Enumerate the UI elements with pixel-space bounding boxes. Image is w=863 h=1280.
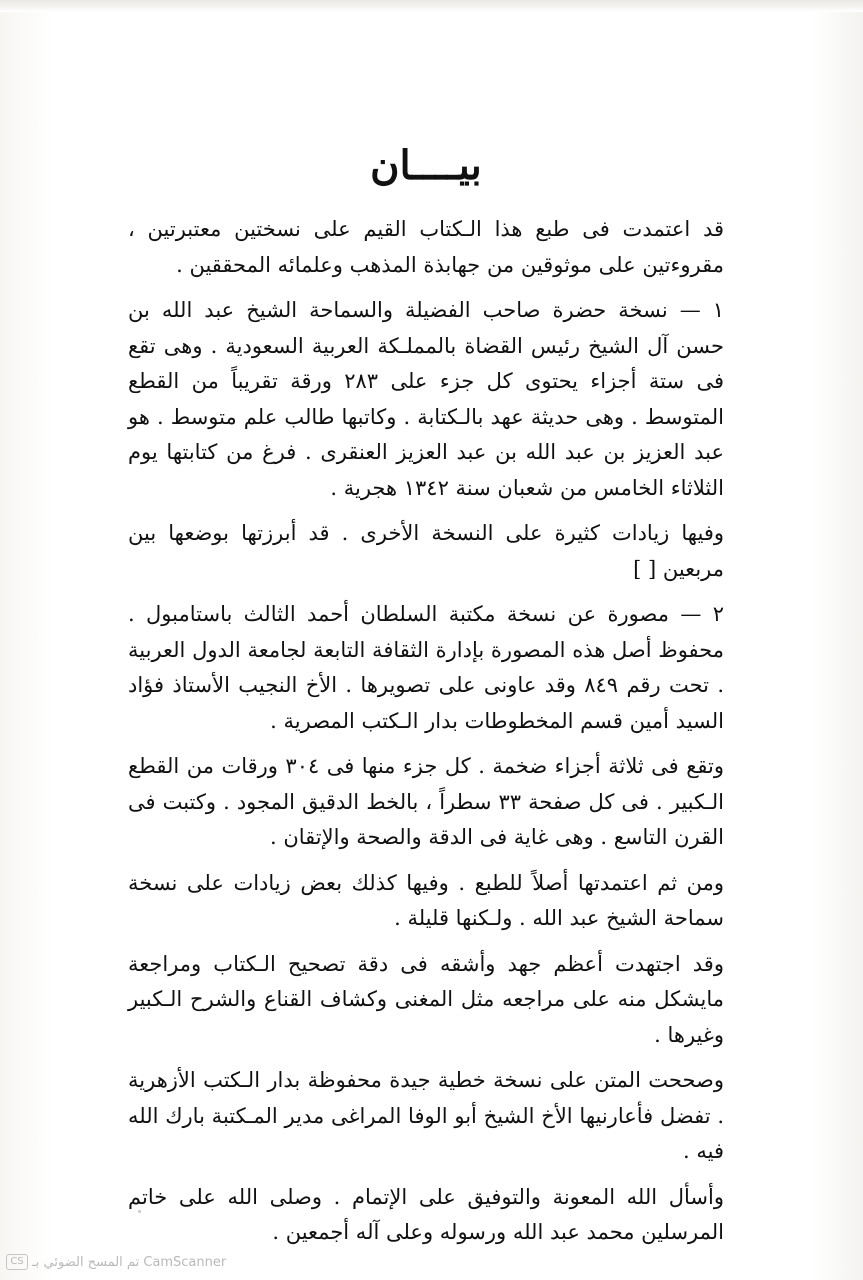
document-body — [128, 140, 724, 1261]
paragraph-corrections: وقد اجتهدت أعظم جهد وأشقه فى دقة تصحيح الـكتاب ومراجعة مايشكل منه على مراجعه مثل المغنى وكشاف القناع والشرح الـكبير وغيرها . — [128, 951, 724, 1047]
scan-edge-shadow — [0, 0, 863, 12]
watermark-text: تم المسح الضوئي بـ CamScanner — [32, 1254, 227, 1270]
camscanner-icon: CS — [6, 1254, 28, 1270]
paragraph-first-copy: ١ — نسخة حضرة صاحب الفضيلة والسماحة الشيخ عبد الله بن حسن آل الشيخ رئيس القضاة بالمملـكة العربية السعودية . وهى تقع فى ستة أجزاء يحتوى كل جزء على ٢٨٣ ورقة تقريباً من القطع المتوسط . وهى حديثة عهد بالـكتابة . وكاتبها طالب علم متوسط . هو عبد العزيز بن عبد الله بن عبد العزيز العنقرى . فرغ من كتابتها يوم الثلاثاء الخامس من شعبان سنة ١٣٤٢ هجرية . — [128, 298, 724, 500]
paragraph-second-copy-details: وتقع فى ثلاثة أجزاء ضخمة . كل جزء منها فى ٣٠٤ ورقات من القطع الـكبير . فى كل صفحة ٣٣ سطراً ، بالخط الدقيق المجود . وكتبت فى القرن التاسع . وهى غاية فى الدقة والصحة والإتقان . — [128, 754, 725, 849]
scan-speck — [138, 1210, 141, 1213]
camscanner-watermark — [6, 1254, 226, 1270]
paragraph-base-text: ومن ثم اعتمدتها أصلاً للطبع . وفيها كذلك بعض زيادات على نسخة سماحة الشيخ عبد الله . ولـكنها قليلة . — [128, 870, 724, 930]
paragraph-matn: وصححت المتن على نسخة خطية جيدة محفوظة بدار الـكتب الأزهرية . تفضل فأعارنيها الأخ الشيخ أبو الوفا المراغى مدير المـكتبة بارك الله فيه . — [128, 1068, 724, 1163]
paragraph-closing: وأسأل الله المعونة والتوفيق على الإتمام . وصلى الله على خاتم المرسلين محمد عبد الله ورسوله وعلى آله أجمعين . — [128, 1184, 724, 1244]
paragraph-additions: وفيها زيادات كثيرة على النسخة الأخرى . قد أبرزتها بوضعها بين مربعين [ ] — [128, 521, 724, 581]
paragraph-intro: قد اعتمدت فى طبع هذا الـكتاب القيم على نسختين معتبرتين ، مقروءتين على موثوقين من جهابذة المذهب وعلمائه المحققين . — [128, 217, 725, 277]
paragraph-second-copy: ٢ — مصورة عن نسخة مكتبة السلطان أحمد الثالث باستامبول . محفوظ أصل هذه المصورة بإدارة الثقافة التابعة لجامعة الدول العربية . تحت رقم ٨٤٩ وقد عاونى على تصويرها . الأخ النجيب الأستاذ فؤاد السيد أمين قسم المخطوطات بدار الـكتب المصرية . — [128, 602, 724, 733]
page-title: بيــــان — [370, 142, 482, 189]
